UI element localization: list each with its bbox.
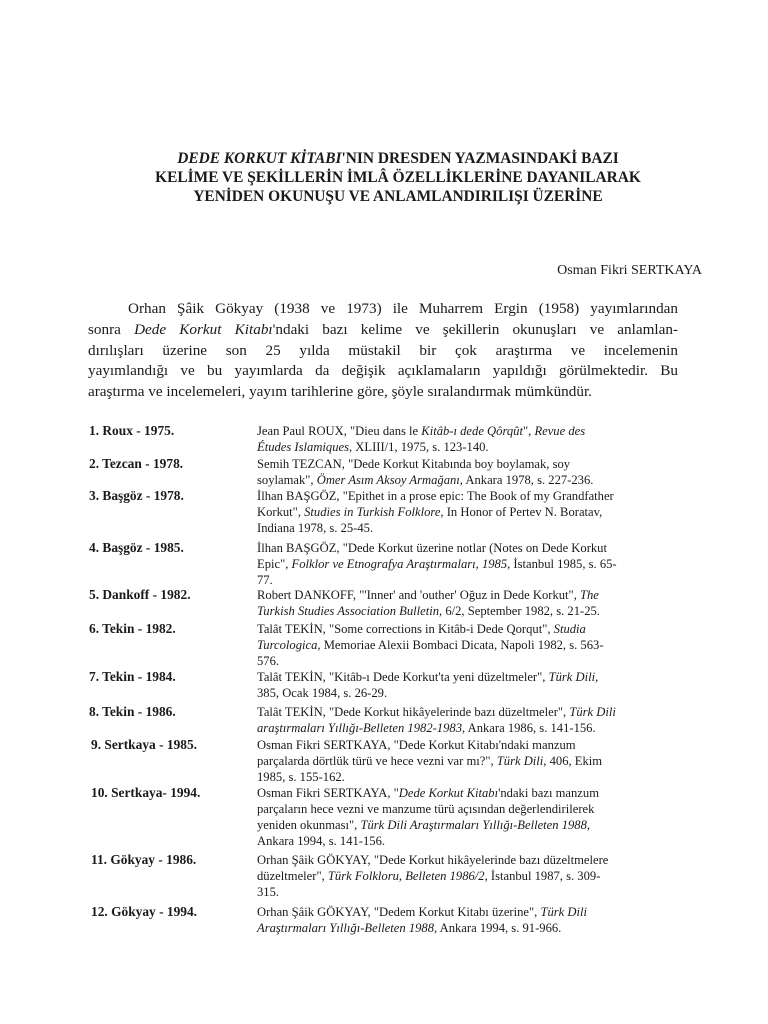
title-line-3: YENİDEN OKUNUŞU VE ANLAMLANDIRILIŞI ÜZERİNE [193, 188, 603, 205]
citation-line [257, 603, 673, 619]
citation-text: parçaların hece vezni ve manzume türü açısından değerlendirilerek [257, 802, 595, 816]
reference-label: 8. Tekin - 1986. [89, 704, 176, 719]
reference-label: 3. Başgöz - 1978. [89, 488, 184, 503]
intro-line-2-start: sonra [88, 320, 135, 338]
reference-citation [257, 488, 673, 536]
citation-text: Epic", [257, 557, 292, 571]
citation-line [257, 737, 673, 753]
reference-label: 7. Tekin - 1984. [89, 669, 176, 684]
citation-italic-text: Türk Dili [569, 705, 616, 719]
citation-text: , Ankara 1978, s. 227-236. [459, 473, 594, 487]
citation-line [257, 540, 673, 556]
citation-line [257, 852, 673, 868]
citation-line [257, 753, 673, 769]
citation-line [257, 572, 673, 588]
reference-citation [257, 704, 673, 736]
intro-line-4: yayımlandığı ve bu yayımlarda da değişik açıklamaların yapıldığı görülmektedir. Bu [88, 362, 678, 380]
citation-text: 1985, s. 155-162. [257, 770, 345, 784]
citation-text: Talât TEKİN, "Some corrections in Kitâb-i Dede Qorqut", [257, 622, 554, 636]
citation-line [257, 884, 673, 900]
citation-line [257, 817, 673, 833]
citation-italic-text: Araştırmaları Yıllığı-Belleten 1988, [257, 921, 438, 935]
citation-text: İstanbul 1987, s. 309- [487, 869, 601, 883]
citation-text: Osman Fikri SERTKAYA, "Dede Korkut Kitabı'ndaki manzum [257, 738, 576, 752]
citation-line [257, 653, 673, 669]
reference-citation [257, 621, 673, 669]
reference-label: 10. Sertkaya- 1994. [91, 785, 201, 800]
intro-book-name: Dede Korkut Kitabı [134, 320, 273, 338]
reference-citation [257, 785, 673, 849]
citation-text: 6/2, September 1982, s. 21-25. [442, 604, 600, 618]
citation-text: Orhan Şâik GÖKYAY, "Dedem Korkut Kitabı üzerine", [257, 905, 541, 919]
citation-text: Jean Paul ROUX, "Dieu dans le [257, 424, 422, 438]
citation-text: Ankara 1994, s. 141-156. [257, 834, 386, 848]
reference-citation [257, 456, 673, 488]
citation-text: Korkut", [257, 505, 305, 519]
citation-line [257, 801, 673, 817]
citation-text: Ankara 1986, s. 141-156. [465, 721, 596, 735]
citation-line [257, 685, 673, 701]
citation-line [257, 785, 673, 801]
citation-text: Talât TEKİN, "Dede Korkut hikâyelerinde bazı düzeltmeler", [257, 705, 570, 719]
reference-citation [257, 423, 673, 455]
intro-line-3: dırılışları üzerine son 25 yılda müstakil bir çok araştırma ve incelemenin [88, 341, 678, 359]
citation-line [257, 423, 673, 439]
citation-text: 315. [257, 885, 280, 899]
intro-line-2-end: 'ndaki bazı kelime ve şekillerin okunuşları ve anlamlan- [272, 320, 678, 338]
citation-line [257, 456, 673, 472]
citation-text: Osman Fikri SERTKAYA, " [257, 786, 399, 800]
citation-italic-text: The [580, 588, 599, 602]
citation-text: Robert DANKOFF, "'Inner' and 'outher' Oğuz in Dede Korkut", [257, 588, 580, 602]
citation-italic-text: Türk Folkloru, Belleten 1986/2, [327, 869, 488, 883]
citation-italic-text: Türk Dili [540, 905, 587, 919]
citation-italic-text: Dede Korkut Kitabı [398, 786, 499, 800]
citation-text: Indiana 1978, s. 25-45. [257, 521, 374, 535]
reference-citation [257, 540, 673, 588]
intro-line-1: Orhan Şâik Gökyay (1938 ve 1973) ile Muharrem Ergin (1958) yayımlarından [128, 300, 678, 317]
citation-line [257, 556, 673, 572]
citation-italic-text: Revue des [534, 424, 586, 438]
reference-label: 2. Tezcan - 1978. [89, 456, 184, 471]
reference-label: 4. Başgöz - 1985. [89, 540, 184, 555]
citation-line [257, 637, 673, 653]
citation-line [257, 488, 673, 504]
intro-line-5: araştırma ve incelemeleri, yayım tarihlerine göre, şöyle sıralandırmak mümkündür. [88, 383, 592, 401]
citation-line [257, 472, 673, 488]
citation-line [257, 720, 673, 736]
citation-line [257, 769, 673, 785]
citation-text: 77. [257, 573, 273, 587]
citation-text: 'ndaki bazı manzum [498, 786, 599, 800]
citation-italic-text: Türk Dili Araştırmaları Yıllığı-Belleten 1988, [360, 818, 591, 832]
reference-citation [257, 669, 673, 701]
reference-label: 9. Sertkaya - 1985. [91, 737, 198, 752]
citation-text: İlhan BAŞGÖZ, "Epithet in a prose epic: The Book of my Grandfather [257, 489, 614, 503]
title-book-name: DEDE KORKUT KİTABI [177, 150, 342, 167]
citation-italic-text: Kitâb-ı dede Qôrqût [421, 424, 523, 438]
citation-italic-text: Turcologica, [257, 638, 321, 652]
citation-line [257, 520, 673, 536]
citation-text: Ankara 1994, s. 91-966. [437, 921, 562, 935]
citation-text: Semih TEZCAN, "Dede Korkut Kitabında boy boylamak, soy [257, 457, 571, 471]
citation-italic-text: Folklor ve Etnografya Araştırmaları, 1985, [291, 557, 511, 571]
citation-italic-text: Studies in Turkish Folklore, [304, 505, 444, 519]
citation-line [257, 868, 673, 884]
citation-line [257, 439, 673, 455]
citation-text: soylamak", [257, 473, 317, 487]
reference-citation [257, 852, 673, 900]
citation-italic-text: Ömer Asım Aksoy Armağanı [316, 473, 460, 487]
citation-text: Orhan Şâik GÖKYAY, "Dede Korkut hikâyelerinde bazı düzeltmelere [257, 853, 609, 867]
citation-line [257, 704, 673, 720]
citation-italic-text: Études Islamiques [257, 440, 349, 454]
reference-label: 6. Tekin - 1982. [89, 621, 176, 636]
citation-line [257, 904, 673, 920]
reference-citation [257, 904, 673, 936]
citation-italic-text: Studia [553, 622, 586, 636]
citation-line [257, 920, 673, 936]
citation-text: 576. [257, 654, 280, 668]
citation-line [257, 621, 673, 637]
citation-text: parçalarda dörtlük türü ve hece vezni var mı?", [257, 754, 497, 768]
author-name: Osman Fikri SERTKAYA [557, 263, 702, 278]
reference-label: 1. Roux - 1975. [89, 423, 175, 438]
reference-citation [257, 587, 673, 619]
reference-citation [257, 737, 673, 785]
citation-italic-text: Türk Dili, [548, 670, 599, 684]
reference-label: 12. Gökyay - 1994. [91, 904, 198, 919]
citation-text: İstanbul 1985, s. 65- [510, 557, 617, 571]
citation-text: Talât TEKİN, "Kitâb-ı Dede Korkut'ta yeni düzeltmeler", [257, 670, 549, 684]
citation-text: Memoriae Alexii Bombaci Dicata, Napoli 1982, s. 563- [320, 638, 604, 652]
reference-label: 11. Gökyay - 1986. [91, 852, 197, 867]
citation-text: 385, Ocak 1984, s. 26-29. [257, 686, 388, 700]
citation-text: , XLIII/1, 1975, s. 123-140. [349, 440, 489, 454]
title-line-2: KELİME VE ŞEKİLLERİN İMLÂ ÖZELLİKLERİNE DAYANILARAK [155, 169, 641, 186]
citation-text: düzeltmeler", [257, 869, 328, 883]
citation-italic-text: araştırmaları Yıllığı-Belleten 1982-1983, [257, 721, 466, 735]
citation-line [257, 669, 673, 685]
reference-label: 5. Dankoff - 1982. [89, 587, 191, 602]
citation-text: 406, Ekim [546, 754, 603, 768]
citation-text: In Honor of Pertev N. Boratav, [443, 505, 603, 519]
citation-text: ", [522, 424, 535, 438]
citation-italic-text: Türk Dili, [496, 754, 547, 768]
citation-line [257, 504, 673, 520]
title-line-1-rest: 'NIN DRESDEN YAZMASINDAKİ BAZI [341, 150, 619, 167]
citation-italic-text: Turkish Studies Association Bulletin, [257, 604, 443, 618]
citation-text: yeniden okunması", [257, 818, 361, 832]
citation-line [257, 833, 673, 849]
citation-line [257, 587, 673, 603]
citation-text: İlhan BAŞGÖZ, "Dede Korkut üzerine notlar (Notes on Dede Korkut [257, 541, 607, 555]
